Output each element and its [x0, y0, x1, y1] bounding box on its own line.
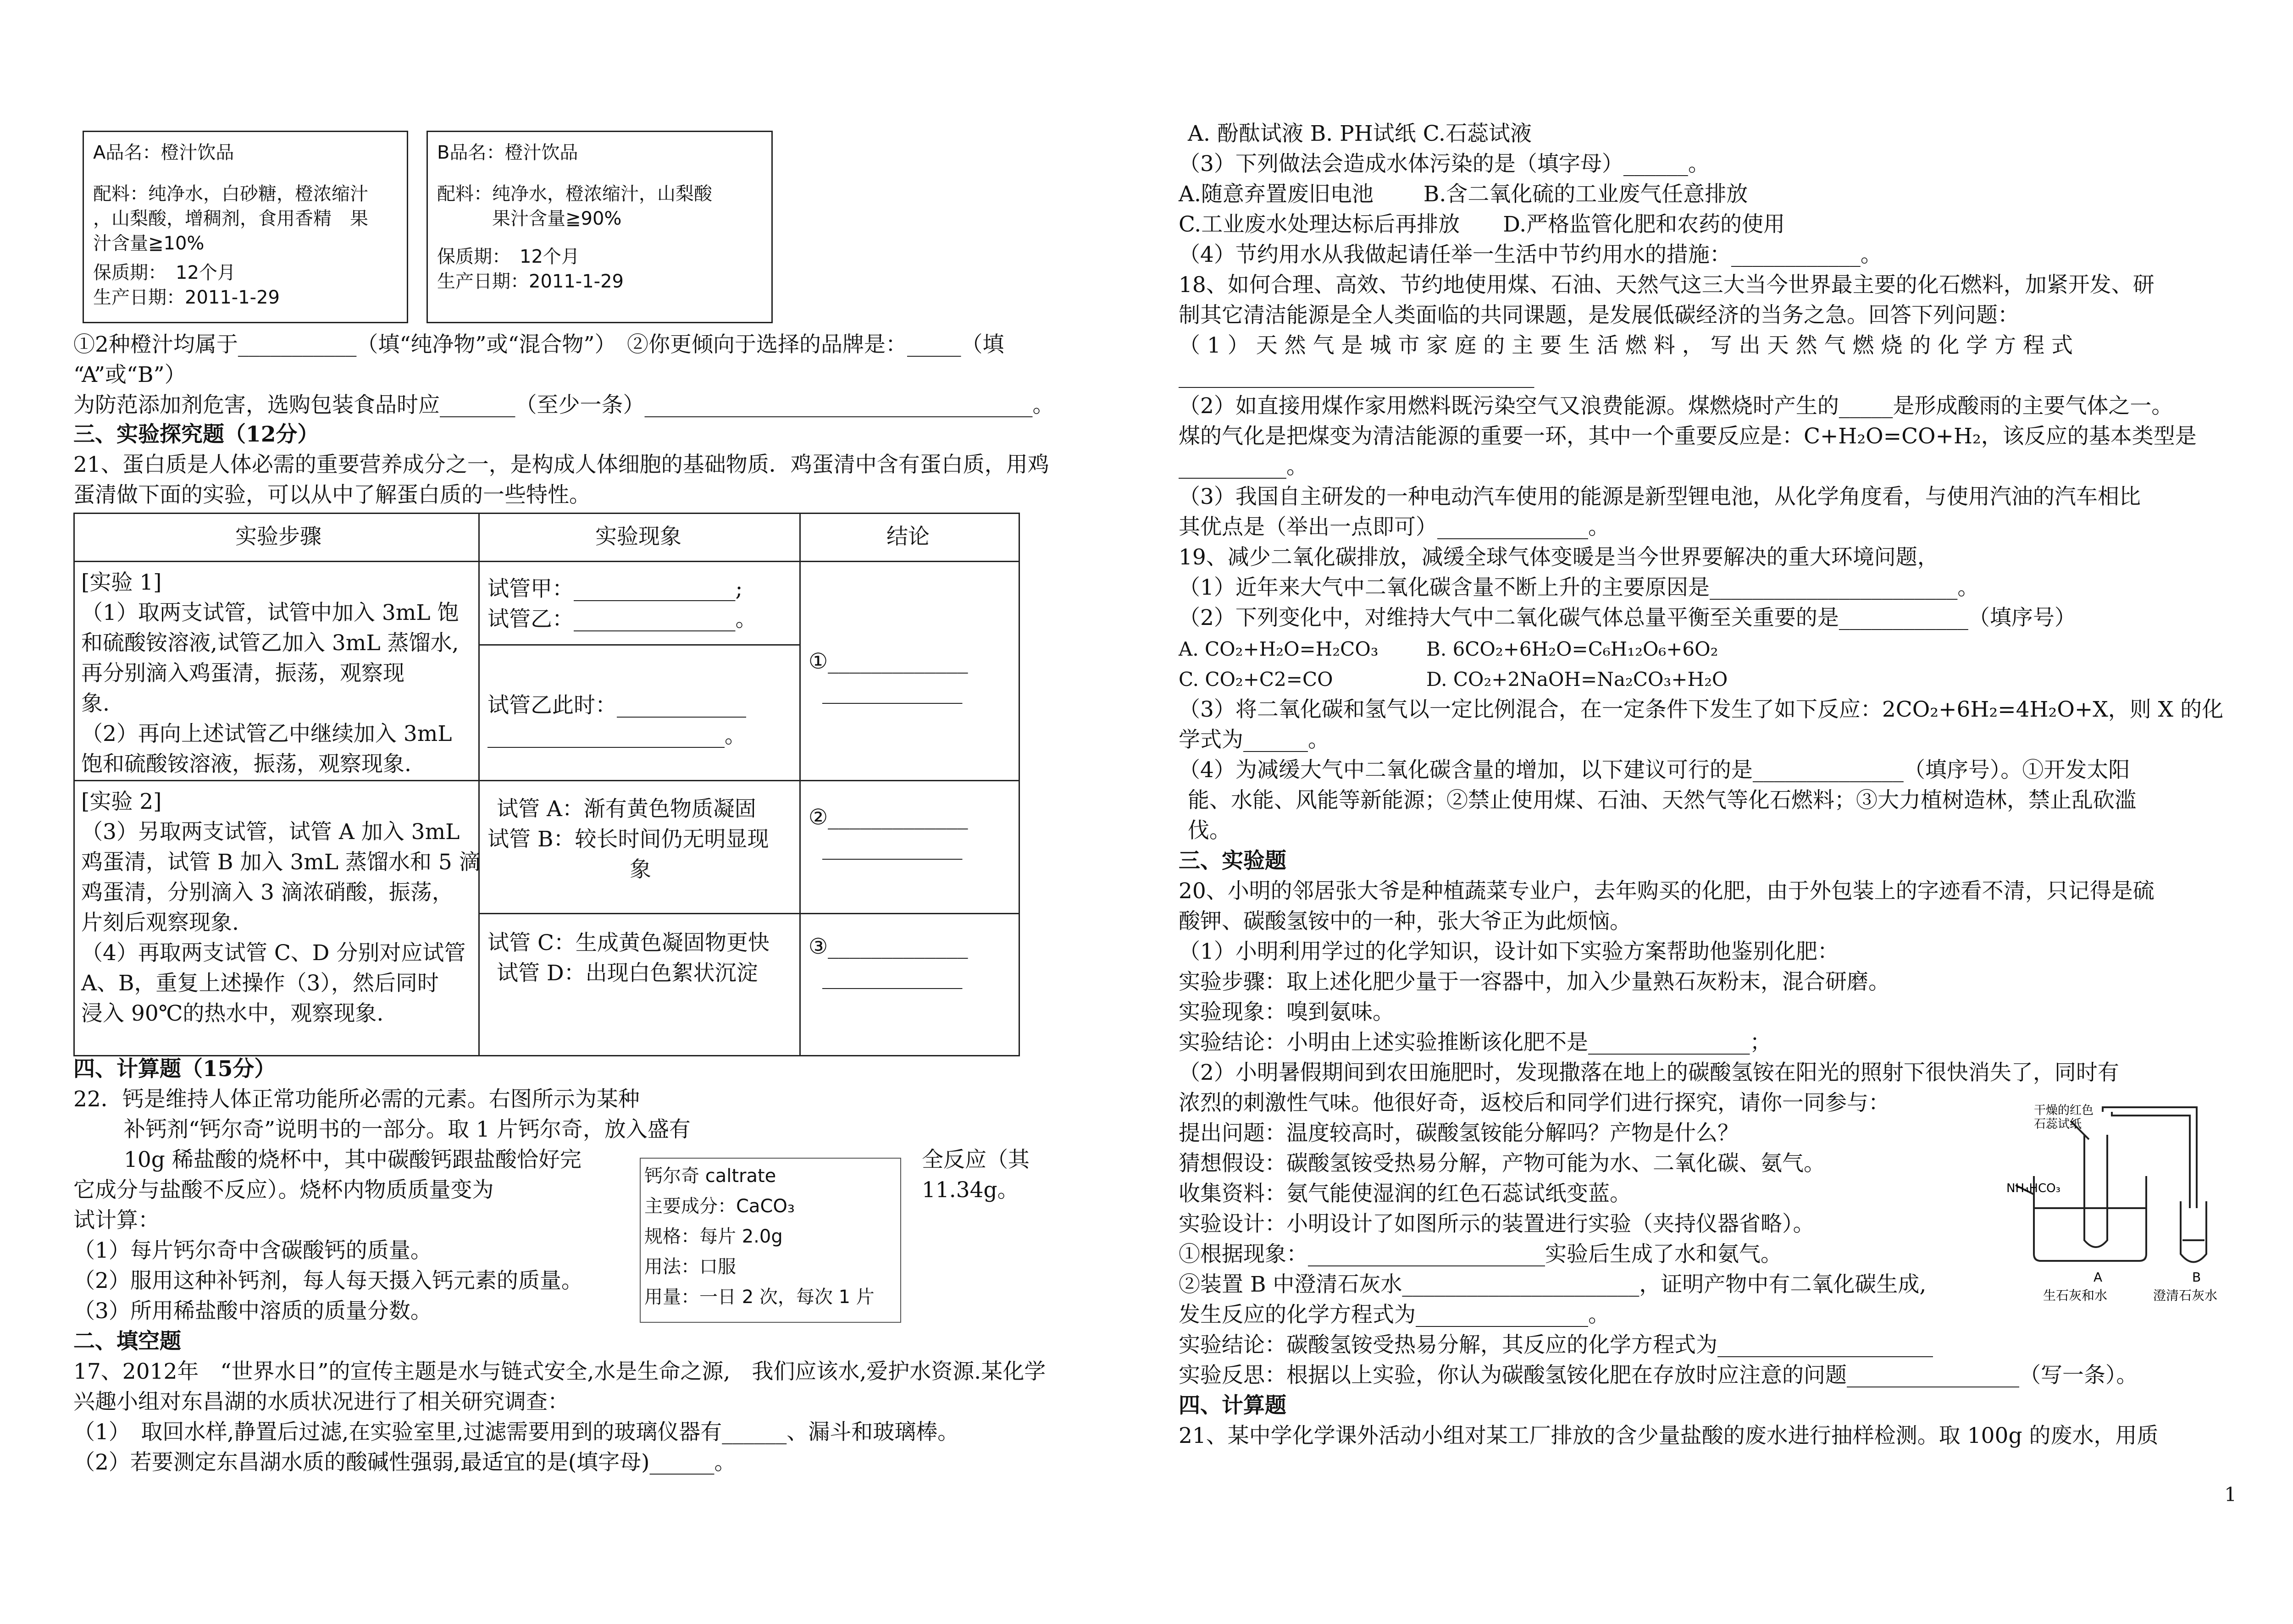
experiment-1-step: 和硫酸铵溶液,试管乙加入 3mL 蒸馏水, [81, 630, 459, 656]
label-b-ingredients: 配料：纯净水，橙浓缩汁，山梨酸 [437, 183, 712, 204]
conclusion-1: ①_____________ [809, 649, 968, 674]
conclusion-2: ②_____________ [809, 805, 968, 830]
phenomenon-tube-jia: 试管甲：_______________; [487, 576, 743, 602]
q19-part-4-line-2: 能、水能、风能等新能源；②禁止使用煤、石油、天然气等化石燃料；③大力植树造林，禁止乱砍滥 [1188, 788, 2136, 813]
caltrate-label-box [640, 1158, 901, 1323]
label-b: B [2192, 1270, 2201, 1285]
question-22-part-2: （2）服用这种补钙剂，每人每天摄入钙元素的质量。 [73, 1268, 583, 1293]
caltrate-dosage: 用量：一日 2 次，每次 1 片 [644, 1287, 875, 1308]
test-tube-b [2181, 1201, 2206, 1262]
label-a-ingredients-2: ，山梨酸，增稠剂，食用香精 果 [93, 208, 368, 229]
label-red-litmus-2: 石蕊试纸 [2034, 1117, 2082, 1131]
conclusion-3-line-2: _____________ [822, 964, 963, 989]
orange-question-1: ①2种橙汁均属于___________（填“纯净物”或“混合物”） ②你更倾向于选择的品牌是：_____（填 [73, 332, 1004, 357]
question-22-line-1: 22．钙是维持人体正常功能所必需的元素。右图所示为某种 [73, 1087, 640, 1112]
table-divider [799, 514, 801, 1055]
label-b-ingredients-2: 果汁含量≧90% [437, 208, 622, 229]
q19-part-3-line-2: 学式为______。 [1179, 727, 1329, 752]
q19-part-4-line-3: 伐。 [1188, 818, 1231, 843]
label-a-date: 生产日期：2011-1-29 [93, 287, 280, 308]
experiment-2-title: [实验 2] [81, 789, 162, 814]
caltrate-ingredient: 主要成分：CaCO₃ [644, 1196, 795, 1217]
apparatus-figure [2006, 1103, 2222, 1337]
q17-options: A. 酚酞试液 B. PH试纸 C.石蕊试液 [1188, 121, 1532, 146]
table-divider [75, 780, 1019, 781]
q20-line-2: 酸钾、碳酸氢铵中的一种，张大爷正为此烦恼。 [1179, 909, 1631, 934]
section-experiment-heading: 三、实验题 [1179, 848, 1286, 873]
label-red-litmus: 干燥的红色 [2034, 1104, 2094, 1117]
experiment-2-step: 鸡蛋清，分别滴入 3 滴浓硝酸，振荡， [81, 880, 454, 905]
table-header-steps: 实验步骤 [235, 524, 321, 549]
phenomenon-tube-yi-after-2: ______________________。 [487, 723, 746, 748]
phenomenon-tube-d: 试管 D：出现白色絮状沉淀 [497, 961, 758, 986]
question-22-line-3b: 全反应（其 [922, 1147, 1030, 1172]
q20-phenomenon: 实验现象：嗅到氨味。 [1179, 1000, 1394, 1025]
experiment-1-step: （1）取两支试管，试管中加入 3mL 饱 [81, 600, 459, 625]
experiment-1-step: （2）再向上述试管乙中继续加入 3mL [81, 721, 452, 746]
question-22-line-2: 补钙剂“钙尔奇”说明书的一部分。取 1 片钙尔奇，放入盛有 [124, 1117, 691, 1142]
q18-part-2-line-2: 煤的气化是把煤变为清洁能源的重要一环，其中一个重要反应是：C+H₂O=CO+H₂，该反应的基本类型是 [1179, 424, 2197, 449]
test-tube-a [2084, 1135, 2107, 1247]
q20-part-1: （1）小明利用学过的化学知识，设计如下实验方案帮助他鉴别化肥： [1179, 939, 1839, 964]
label-b-title: B品名：橙汁饮品 [437, 142, 578, 163]
q20-result: 实验结论：碳酸氢铵受热易分解，其反应的化学方程式为____________________ [1179, 1332, 1933, 1358]
question-22-line-4: 它成分与盐酸不反应）。烧杯内物质质量变为 [73, 1177, 494, 1203]
q19-line-1: 19、减少二氧化碳排放，减缓全球气体变暖是当今世界要解决的重大环境问题， [1179, 545, 1939, 570]
experiment-1-step: 象. [81, 691, 110, 716]
experiment-1-title: [实验 1] [81, 570, 162, 595]
q18-part-2-blank: __________。 [1179, 454, 1308, 479]
q17-part-4: （4）节约用水从我做起请任举一生活中节约用水的措施：____________。 [1179, 242, 1882, 267]
experiment-1-step: 再分别滴入鸡蛋清，振荡，观察现 [81, 661, 404, 686]
q18-part-1: （ 1 ） 天 然 气 是 城 市 家 庭 的 主 要 生 活 燃 料 ， 写 出 天 然 气 燃 烧 的 化 学 方 程 式 [1179, 333, 2073, 358]
experiment-2-step: 片刻后观察现象. [81, 910, 239, 935]
q18-line-2: 制其它清洁能源是全人类面临的共同课题，是发展低碳经济的当务之急。回答下列问题： [1179, 303, 2019, 328]
label-a-ingredients: 配料：纯净水，白砂糖，橙浓缩汁 [93, 183, 368, 204]
section-calc-heading: 四、计算题 [1179, 1393, 1286, 1418]
phenomenon-tube-a: 试管 A：渐有黄色物质凝固 [497, 796, 756, 822]
q20-data: 收集资料：氨气能使湿润的红色石蕊试纸变蓝。 [1179, 1181, 1631, 1206]
question-22-part-3: （3）所用稀盐酸中溶质的质量分数。 [73, 1298, 432, 1324]
question-21-line-1: 21、蛋白质是人体必需的重要营养成分之一，是构成人体细胞的基础物质．鸡蛋清中含有蛋白质，用鸡 [73, 452, 1049, 477]
experiment-table [73, 513, 1020, 1056]
label-b-shelf-life: 保质期： 12个月 [437, 246, 580, 267]
q18-part-2: （2）如直接用煤作家用燃料既污染空气又浪费能源。煤燃烧时产生的_____是形成酸雨的主要气体之一。 [1179, 393, 2173, 419]
experiment-2-step: 浸入 90℃的热水中，观察现象. [81, 1001, 384, 1026]
conclusion-2-line-2: _____________ [822, 835, 963, 860]
question-17-line-2: 兴趣小组对东昌湖的水质状况进行了相关研究调查： [73, 1389, 569, 1414]
q18-part-1-blank: _________________________________ [1179, 363, 1534, 388]
q17-part-3: （3）下列做法会造成水体污染的是（填字母）______。 [1179, 151, 1710, 177]
q21-calc-line-1: 21、某中学化学课外活动小组对某工厂排放的含少量盐酸的废水进行抽样检测。取 100g 的废水，用质 [1179, 1423, 2159, 1448]
q18-line-1: 18、如何合理、高效、节约地使用煤、石油、天然气这三大当今世界最主要的化石燃料，加紧开发、研 [1179, 272, 2155, 298]
experiment-2-step: 鸡蛋清，试管 B 加入 3mL 蒸馏水和 5 滴 [81, 850, 481, 875]
label-a-ingredients-3: 汁含量≧10% [93, 233, 205, 254]
section-3-heading: 三、实验探究题（12分） [73, 422, 319, 447]
q19-option-d: D. CO₂+2NaOH=Na₂CO₃+H₂O [1426, 668, 1728, 690]
q20-design: 实验设计：小明设计了如图所示的装置进行实验（夹持仪器省略）。 [1179, 1211, 1815, 1237]
q20-observation-1: ①根据现象：______________________实验后生成了水和氨气。 [1179, 1242, 1782, 1267]
question-22-line-5: 试计算： [73, 1208, 160, 1233]
table-divider [478, 644, 799, 646]
q20-part-2-line-2: 浓烈的刺激性气味。他很好奇，返校后和同学们进行探究，请你一同参与： [1179, 1090, 1890, 1116]
table-divider [478, 913, 1019, 914]
phenomenon-tube-yi-after: 试管乙此时：____________ [487, 693, 746, 718]
label-nh4hco3: NH₄HCO₃ [2006, 1182, 2061, 1195]
conclusion-1-line-2: _____________ [822, 679, 963, 704]
section-4-heading: 四、计算题（15分） [73, 1056, 276, 1082]
label-a-shelf-life: 保质期： 12个月 [93, 262, 236, 283]
q20-reflection: 实验反思：根据以上实验，你认为碳酸氢铵化肥在存放时应注意的问题________________（写一条）。 [1179, 1363, 2138, 1388]
q18-part-3-line-2: 其优点是（举出一点即可）______________。 [1179, 514, 1610, 540]
page-number: 1 [2224, 1483, 2237, 1506]
label-lime-water-mix: 生石灰和水 [2043, 1288, 2108, 1303]
question-22-line-3: 10g 稀盐酸的烧杯中，其中碳酸钙跟盐酸恰好完 [124, 1147, 582, 1172]
phenomenon-tube-b: 试管 B：较长时间仍无明显现 [487, 827, 769, 852]
q20-observation-2: ②装置 B 中澄清石灰水______________________，证明产物中有二氧化碳生成, [1179, 1272, 1927, 1297]
table-header-conclusion: 结论 [886, 524, 930, 549]
experiment-1-step: 饱和硫酸铵溶液，振荡，观察现象. [81, 751, 411, 777]
q19-option-a: A. CO₂+H₂O=H₂CO₃ [1179, 638, 1379, 660]
orange-question-3: 为防范添加剂危害，选购包装食品时应_______（至少一条）____________________________________。 [73, 392, 1054, 418]
q19-part-3: （3）将二氧化碳和氢气以一定比例混合，在一定条件下发生了如下反应：2CO₂+6H₂=4H₂O+X，则 X 的化 [1179, 697, 2224, 722]
question-17-line-1: 17、2012年 “世界水日”的宣传主题是水与链式安全,水是生命之源, 我们应该水,爱护水资源.某化学 [73, 1359, 1046, 1384]
section-2-heading: 二、填空题 [73, 1329, 181, 1354]
label-a [83, 131, 408, 323]
question-17-part-1: （1） 取回水样,静置后过滤,在实验室里,过滤需要用到的玻璃仪器有______、漏斗和玻璃棒。 [73, 1420, 959, 1445]
label-a: A [2094, 1270, 2103, 1285]
question-17-part-2: （2）若要测定东昌湖水质的酸碱性强弱,最适宜的是(填字母)______。 [73, 1450, 736, 1475]
phenomenon-tube-b-2: 象 [630, 857, 651, 882]
question-22-part-1: （1）每片钙尔奇中含碳酸钙的质量。 [73, 1238, 432, 1263]
label-a-title: A品名：橙汁饮品 [93, 142, 234, 163]
caltrate-spec: 规格：每片 2.0g [644, 1226, 783, 1247]
table-divider [75, 561, 1019, 562]
conclusion-3: ③_____________ [809, 934, 968, 959]
question-21-line-2: 蛋清做下面的实验，可以从中了解蛋白质的一些特性。 [73, 482, 591, 508]
phenomenon-tube-yi: 试管乙：_______________。 [487, 607, 757, 632]
q18-part-3: （3）我国自主研发的一种电动汽车使用的能源是新型锂电池，从化学角度看，与使用汽油的汽车相比 [1179, 484, 2141, 509]
q19-option-b: B. 6CO₂+6H₂O=C₆H₁₂O₆+6O₂ [1426, 638, 1718, 660]
phenomenon-tube-c: 试管 C：生成黄色凝固物更快 [487, 930, 770, 956]
orange-question-2: “A”或“B”） [73, 362, 186, 387]
q19-part-2: （2）下列变化中，对维持大气中二氧化碳气体总量平衡至关重要的是____________（填序号） [1179, 605, 2076, 630]
q20-part-2: （2）小明暑假期间到农田施肥时，发现撒落在地上的碳酸氢铵在阳光的照射下很快消失了，同时有 [1179, 1060, 2119, 1085]
table-divider [478, 514, 480, 1055]
q19-option-c: C. CO₂+C2=CO [1179, 668, 1333, 690]
q20-equation: 发生反应的化学方程式为________________。 [1179, 1302, 1610, 1327]
experiment-2-step: （4）再取两支试管 C、D 分别对应试管 [81, 940, 466, 966]
label-limewater: 澄清石灰水 [2153, 1288, 2218, 1303]
caltrate-name: 钙尔奇 caltrate [644, 1166, 776, 1187]
q19-part-1: （1）近年来大气中二氧化碳含量不断上升的主要原因是_______________________。 [1179, 575, 1979, 600]
q20-conclusion: 实验结论：小明由上述实验推断该化肥不是_______________； [1179, 1030, 1772, 1055]
delivery-tube [2103, 1107, 2197, 1208]
q20-steps: 实验步骤：取上述化肥少量于一容器中，加入少量熟石灰粉末，混合研磨。 [1179, 969, 1890, 994]
experiment-2-step: （3）另取两支试管，试管 A 加入 3mL [81, 819, 460, 845]
caltrate-usage: 用法：口服 [644, 1256, 736, 1277]
q17-part-3-options-ab: A.随意弃置废旧电池 B.含二氧化硫的工业废气任意排放 [1179, 182, 1748, 207]
experiment-2-step: A、B，重复上述操作（3），然后同时 [81, 971, 439, 996]
q20-hypothesis: 猜想假设：碳酸氢铵受热易分解，产物可能为水、二氧化碳、氨气。 [1179, 1151, 1825, 1176]
label-b [426, 131, 773, 323]
q20-line-1: 20、小明的邻居张大爷是种植蔬菜专业户，去年购买的化肥，由于外包装上的字迹看不清，只记得是硫 [1179, 878, 2155, 904]
q20-question: 提出问题：温度较高时，碳酸氢铵能分解吗？产物是什么？ [1179, 1121, 1739, 1146]
table-header-phenomena: 实验现象 [595, 524, 681, 549]
q17-part-3-options-cd: C.工业废水处理达标后再排放 D.严格监管化肥和农药的使用 [1179, 212, 1785, 237]
question-22-line-4b: 11.34g。 [922, 1177, 1019, 1203]
q19-part-4: （4）为减缓大气中二氧化碳含量的增加，以下建议可行的是______________（填序号）。①开发太阳 [1179, 757, 2130, 783]
label-b-date: 生产日期：2011-1-29 [437, 271, 624, 292]
